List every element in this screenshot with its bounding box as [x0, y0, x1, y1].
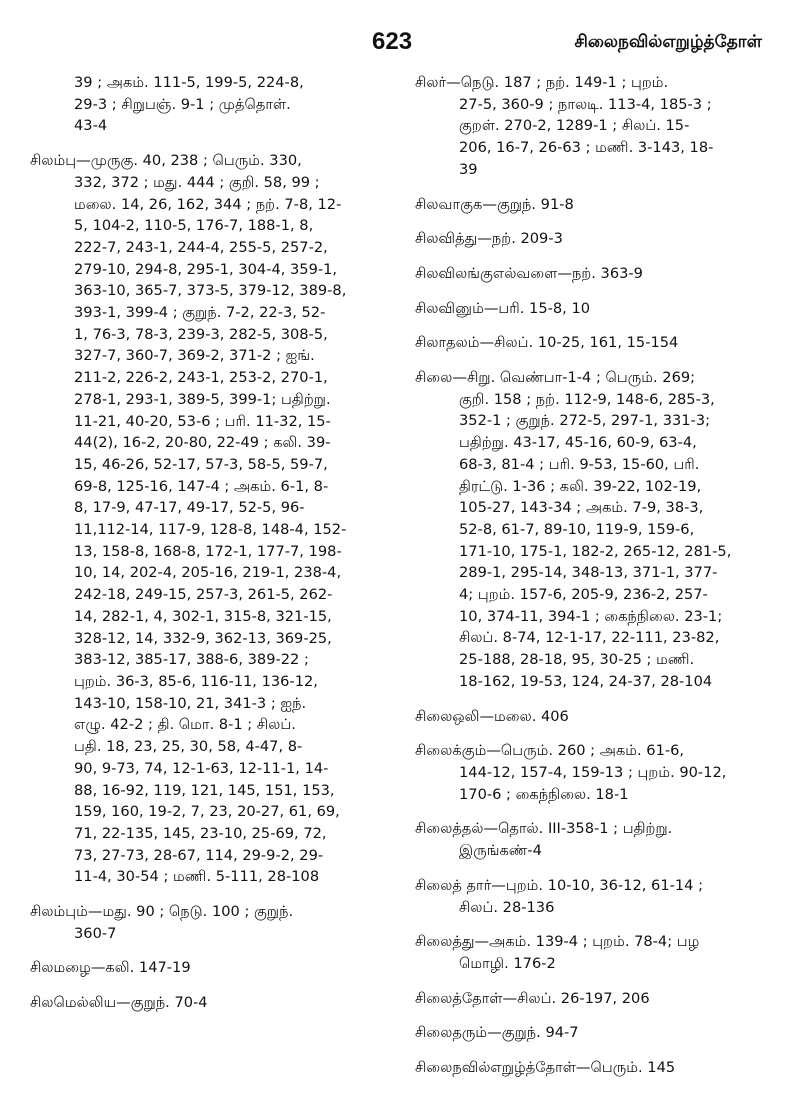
entry-continuation-line: 159, 160, 19-2, 7, 23, 20-27, 61, 69, [74, 803, 340, 821]
entry-headword-line: சிலாதலம்—சிலப். 10-25, 161, 15-154 [415, 334, 679, 352]
entry-continuation-line: 279-10, 294-8, 295-1, 304-4, 359-1, [74, 260, 338, 278]
entry-headword-line: சிலவினும்—பரி. 15-8, 10 [415, 299, 591, 317]
entry-continuation-line: புறம். 36-3, 85-6, 116-11, 136-12, [74, 672, 318, 690]
entry-continuation-line: 44(2), 16-2, 20-80, 22-49 ; கலி. 39- [74, 434, 331, 452]
entry-continuation-line: 206, 16-7, 26-63 ; மணி. 3-143, 18- [459, 139, 714, 157]
entry-headword-line: சிலமெல்லிய—குறுந். 70-4 [30, 994, 208, 1012]
entry-continuation-line: 289-1, 295-14, 348-13, 371-1, 377- [459, 564, 718, 582]
index-entry [415, 931, 780, 974]
index-entry [415, 298, 780, 320]
page-header [0, 28, 800, 62]
index-entry [415, 194, 780, 216]
entry-headword-line: சிலை—சிறு. வெண்பா-1-4 ; பெரும். 269; [415, 369, 696, 387]
entry-continuation-line: இருங்கண்-4 [459, 842, 542, 860]
entry-continuation-line: 360-7 [74, 924, 117, 942]
index-entry [30, 150, 380, 888]
entry-headword-line: சிலைத்து—அகம். 139-4 ; புறம். 78-4; பழ [415, 933, 700, 951]
index-entry [415, 263, 780, 285]
entry-continuation-line: குறள். 270-2, 1289-1 ; சிலப். 15- [459, 117, 690, 135]
entry-continuation-line: 52-8, 61-7, 89-10, 119-9, 159-6, [459, 520, 695, 538]
entry-headword-line: சிலவிலங்குஎல்வளை—நற். 363-9 [415, 264, 643, 282]
entry-continuation-line: எழு. 42-2 ; தி. மொ. 8-1 ; சிலப். [74, 716, 296, 734]
index-entry [415, 1057, 780, 1079]
entry-headword-line: சிலைக்கும்—பெரும். 260 ; அகம். 61-6, [415, 742, 685, 760]
entry-continuation-line: 14, 282-1, 4, 302-1, 315-8, 321-15, [74, 607, 332, 625]
entry-continuation-line: 143-10, 158-10, 21, 341-3 ; ஐந். [74, 694, 307, 712]
entry-continuation-line: சிலப். 28-136 [459, 898, 555, 916]
entry-headword-line: சிலம்பு—முருகு. 40, 238 ; பெரும். 330, [30, 152, 302, 170]
entry-continuation-line: 8, 17-9, 47-17, 49-17, 52-5, 96- [74, 499, 305, 517]
index-entry [415, 740, 780, 805]
entry-continuation-line: 68-3, 81-4 ; பரி. 9-53, 15-60, பரி. [459, 455, 700, 473]
entry-continuation-line: 211-2, 226-2, 243-1, 253-2, 270-1, [74, 369, 328, 387]
right-column [415, 72, 780, 1092]
entry-headword-line: சிலர்—நெடு. 187 ; நற். 149-1 ; புறம். [415, 74, 669, 91]
entry-headword-line: சிலவாகுக—குறுந். 91-8 [415, 195, 574, 213]
entry-continuation-line: குறி. 158 ; நற். 112-9, 148-6, 285-3, [459, 390, 715, 408]
index-entry [415, 332, 780, 354]
entry-continuation-line: 29-3 ; சிறுபஞ். 9-1 ; முத்தொள். [74, 95, 291, 113]
page-number: 623 [372, 28, 413, 55]
entry-continuation-line: 11,112-14, 117-9, 128-8, 148-4, 152- [74, 521, 347, 539]
running-head: சிலைநவில்எறுழ்த்தோள் [574, 32, 762, 52]
entry-continuation-line: 11-4, 30-54 ; மணி. 5-111, 28-108 [74, 868, 320, 886]
entry-continuation-line: 222-7, 243-1, 244-4, 255-5, 257-2, [74, 238, 328, 256]
entry-continuation-line: 10, 374-11, 394-1 ; கைந்நிலை. 23-1; [459, 607, 723, 625]
index-entry [415, 875, 780, 918]
entry-continuation-line: 15, 46-26, 52-17, 57-3, 58-5, 59-7, [74, 455, 328, 473]
index-entry [30, 957, 380, 979]
entry-continuation-line: 27-5, 360-9 ; நாலடி. 113-4, 185-3 ; [459, 95, 712, 113]
entry-continuation-line: சிலப். 8-74, 12-1-17, 22-111, 23-82, [459, 629, 720, 647]
entry-continuation-line: 170-6 ; கைந்நிலை. 18-1 [459, 785, 629, 803]
entry-continuation-line: 352-1 ; குறுந். 272-5, 297-1, 331-3; [459, 412, 711, 430]
entry-continuation-line: 25-188, 28-18, 95, 30-25 ; மணி. [459, 651, 695, 669]
entry-headword-line: சிலைதரும்—குறுந். 94-7 [415, 1024, 579, 1042]
entry-continuation-line: 13, 158-8, 168-8, 172-1, 177-7, 198- [74, 542, 342, 560]
entry-headword-line: சிலமழை—கலி. 147-19 [30, 959, 191, 977]
index-entry [415, 72, 780, 181]
entry-continuation-line: 73, 27-73, 28-67, 114, 29-9-2, 29- [74, 846, 324, 864]
entry-continuation-line: பதிற்று. 43-17, 45-16, 60-9, 63-4, [459, 434, 697, 452]
entry-continuation-line: 43-4 [74, 117, 108, 135]
entry-continuation-line: பதி. 18, 23, 25, 30, 58, 4-47, 8- [74, 738, 303, 756]
entry-continuation-line: 5, 104-2, 110-5, 176-7, 188-1, 8, [74, 217, 314, 235]
entry-continuation-line: 144-12, 157-4, 159-13 ; புறம். 90-12, [459, 763, 727, 781]
entry-continuation-line: 171-10, 175-1, 182-2, 265-12, 281-5, [459, 542, 732, 560]
entry-continuation-line: 393-1, 399-4 ; குறுந். 7-2, 22-3, 52- [74, 304, 326, 322]
entry-headword-line: சிலம்பும்—மது. 90 ; நெடு. 100 ; குறுந். [30, 903, 294, 921]
index-entry [30, 992, 380, 1014]
entry-continuation-line: மலை. 14, 26, 162, 344 ; நற். 7-8, 12- [74, 195, 342, 213]
entry-headword-line: சிலவித்து—நற். 209-3 [415, 230, 563, 248]
entry-headword-line: சிலைஒலி—மலை. 406 [415, 707, 569, 725]
entry-continuation-line: 1, 76-3, 78-3, 239-3, 282-5, 308-5, [74, 325, 328, 343]
index-entry [30, 901, 380, 944]
entry-headword-line: சிலைத் தார்—புறம். 10-10, 36-12, 61-14 ; [415, 876, 703, 894]
entry-headword-line: சிலைத்தல்—தொல். III-358-1 ; பதிற்று. [415, 820, 673, 838]
index-entry [415, 367, 780, 693]
index-entry [415, 1022, 780, 1044]
entry-continuation-line: மொழி. 176-2 [459, 954, 556, 972]
entry-continuation-line: 383-12, 385-17, 388-6, 389-22 ; [74, 651, 309, 669]
entry-continuation-line: 328-12, 14, 332-9, 362-13, 369-25, [74, 629, 332, 647]
entry-continuation-line: 4; புறம். 157-6, 205-9, 236-2, 257- [459, 586, 708, 604]
entry-continuation-line: 39 [459, 160, 478, 178]
entry-continuation-line: 39 ; அகம். 111-5, 199-5, 224-8, [74, 74, 304, 91]
entry-continuation-line: 11-21, 40-20, 53-6 ; பரி. 11-32, 15- [74, 412, 331, 430]
entry-continuation-line: 242-18, 249-15, 257-3, 261-5, 262- [74, 586, 333, 604]
index-entry [415, 988, 780, 1010]
entry-continuation-line: 278-1, 293-1, 389-5, 399-1; பதிற்று. [74, 390, 331, 408]
left-column [30, 72, 380, 1027]
index-entry [415, 706, 780, 728]
entry-continuation-line: 10, 14, 202-4, 205-16, 219-1, 238-4, [74, 564, 342, 582]
entry-continuation-line: 332, 372 ; மது. 444 ; குறி. 58, 99 ; [74, 173, 320, 191]
entry-continuation-line: 18-162, 19-53, 124, 24-37, 28-104 [459, 672, 713, 690]
entry-headword-line: சிலைநவில்எறுழ்த்தோள்—பெரும். 145 [415, 1059, 676, 1077]
index-entry [415, 818, 780, 861]
entry-continuation-line: 71, 22-135, 145, 23-10, 25-69, 72, [74, 824, 327, 842]
entry-continuation-line: 363-10, 365-7, 373-5, 379-12, 389-8, [74, 282, 347, 300]
index-entry [415, 228, 780, 250]
entry-headword-line: சிலைத்தோள்—சிலப். 26-197, 206 [415, 989, 650, 1007]
entry-continuation-line: திரட்டு. 1-36 ; கலி. 39-22, 102-19, [459, 477, 702, 495]
entry-continuation-line: 69-8, 125-16, 147-4 ; அகம். 6-1, 8- [74, 477, 329, 495]
entry-continuation-line: 90, 9-73, 74, 12-1-63, 12-11-1, 14- [74, 759, 329, 777]
index-entry [30, 72, 380, 137]
entry-continuation-line: 327-7, 360-7, 369-2, 371-2 ; ஐங். [74, 347, 315, 365]
entry-continuation-line: 105-27, 143-34 ; அகம். 7-9, 38-3, [459, 499, 704, 517]
entry-continuation-line: 88, 16-92, 119, 121, 145, 151, 153, [74, 781, 335, 799]
